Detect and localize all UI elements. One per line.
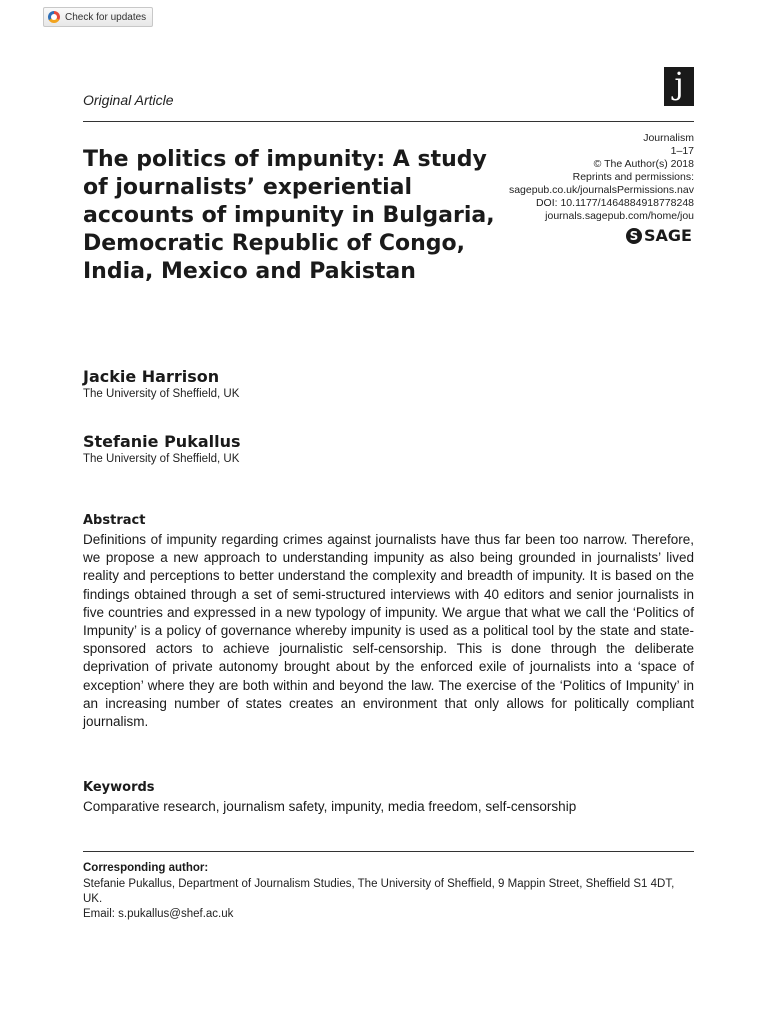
reprints-label: Reprints and permissions: — [572, 171, 694, 183]
author-name: Jackie Harrison — [83, 367, 220, 386]
keywords-heading: Keywords — [83, 780, 155, 795]
corresponding-author-label: Corresponding author: — [83, 862, 209, 874]
journal-name: Journalism — [643, 132, 694, 144]
sage-icon: S — [626, 228, 642, 244]
journal-home-link[interactable]: journals.sagepub.com/home/jou — [545, 210, 694, 222]
abstract-text: Definitions of impunity regarding crimes against journalists have thus far been too narrow. Therefore, we propose a new approach to understanding impunity as also being grounded in journalists’ lived reality and perceptions to better understand the complexity and breadth of impunity. It is based on the findings obtained through a set of semi-structured interviews with 40 editors and senior journalists in five countries and expressed in a new typology of impunity. We argue that what we call the ‘Politics of Impunity’ is a policy of governance whereby impunity is used as a political tool by the state and state-sponsored actors to achieve journalistic self-censorship. This is done through the deliberate deprivation of private autonomy brought about by the enforced exile of journalists into a ‘space of exception’ where they are both within and beyond the law. The exercise of the ‘Politics of Impunity’ in an increasing number of states creates an environment that only allows for politically compliant journalism. — [83, 532, 694, 730]
keywords-text: Comparative research, journalism safety, impunity, media freedom, self-censorship — [83, 799, 577, 814]
header-divider — [83, 121, 694, 122]
publisher-name: SAGE — [644, 226, 692, 245]
doi-link[interactable]: DOI: 10.1177/1464884918778248 — [535, 197, 694, 209]
author-name: Stefanie Pukallus — [83, 432, 241, 451]
crossmark-icon — [48, 11, 60, 23]
author-affiliation: The University of Sheffield, UK — [83, 453, 240, 465]
article-title: The politics of impunity: A study of journalists’ experiential accounts of impunity in Bulgaria, Democratic Republic of Congo, India, Mexico and Pakistan — [83, 147, 495, 284]
check-for-updates-button[interactable] — [43, 7, 153, 27]
page-range: 1–17 — [670, 145, 694, 157]
journal-logo: j — [664, 67, 694, 106]
corresponding-author-email[interactable]: Email: s.pukallus@shef.ac.uk — [83, 908, 234, 920]
journal-metadata — [509, 132, 694, 223]
author-affiliation: The University of Sheffield, UK — [83, 388, 240, 400]
sage-logo — [626, 226, 692, 245]
abstract-heading: Abstract — [83, 513, 146, 528]
reprints-link[interactable]: sagepub.co.uk/journalsPermissions.nav — [508, 184, 694, 196]
article-type: Original Article — [83, 92, 174, 108]
corresponding-author-address: Stefanie Pukallus, Department of Journalism Studies, The University of Sheffield, 9 Mappin Street, Sheffield S1 4DT, UK. — [83, 878, 675, 905]
copyright: © The Author(s) 2018 — [593, 158, 694, 170]
footer-divider — [83, 851, 694, 852]
check-for-updates-label: Check for updates — [65, 11, 147, 23]
